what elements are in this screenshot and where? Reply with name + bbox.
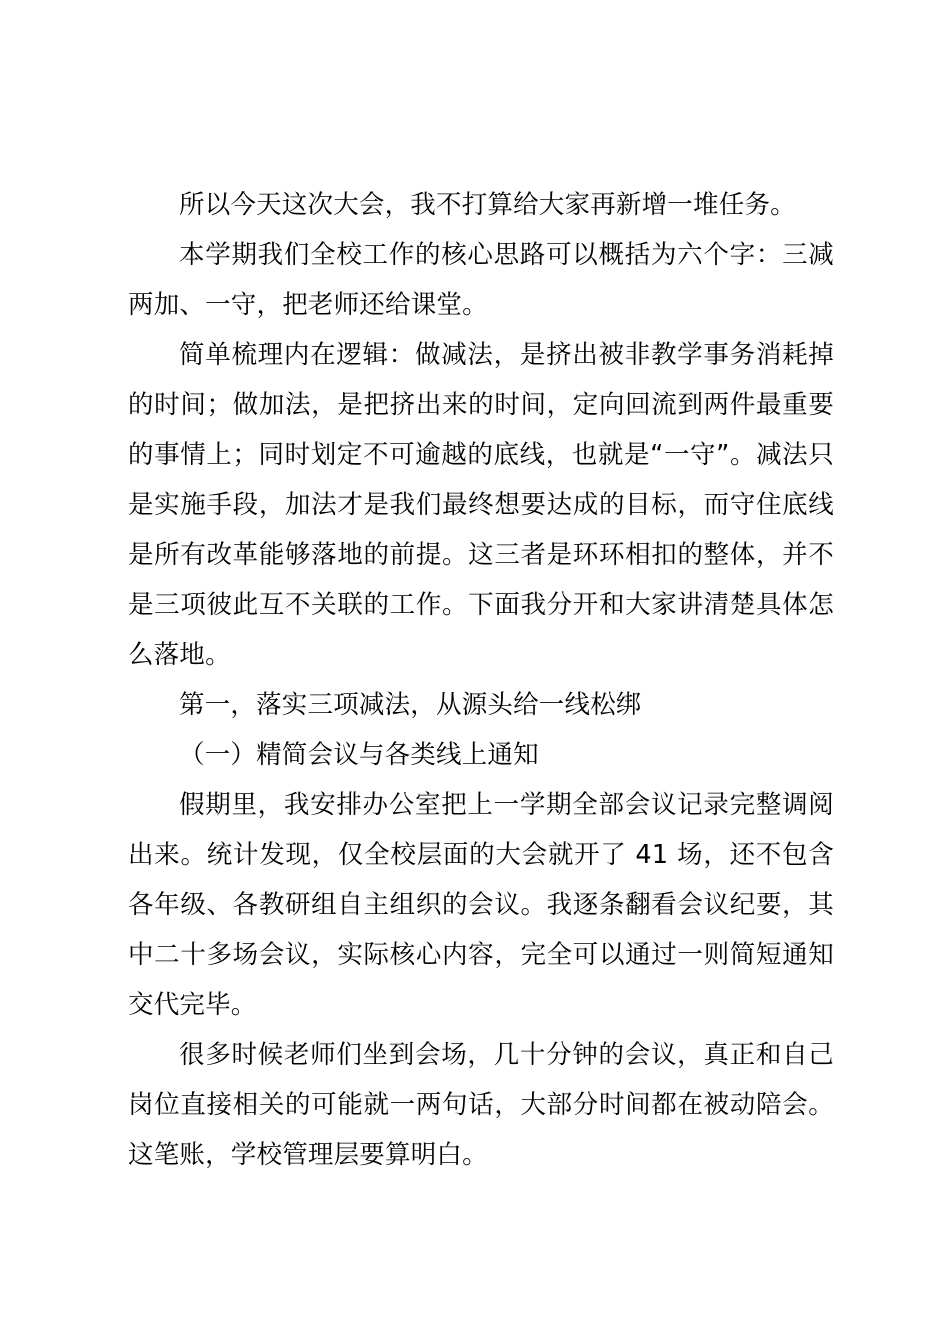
paragraph-core-idea: 本学期我们全校工作的核心思路可以概括为六个字：三减两加、一守，把老师还给课堂。 <box>128 240 834 320</box>
paragraph-meeting-cost: 很多时候老师们坐到会场，几十分钟的会议，真正和自己岗位直接相关的可能就一两句话，大部分时间都在被动陪会。这笔账，学校管理层要算明白。 <box>128 1040 834 1170</box>
document-body <box>128 180 834 1180</box>
subsection-heading-one: （一）精简会议与各类线上通知 <box>179 740 539 770</box>
paragraph-meeting-stats: 假期里，我安排办公室把上一学期全部会议记录完整调阅出来。统计发现，仅全校层面的大会就开了 41 场，还不包含各年级、各教研组自主组织的会议。我逐条翻看会议纪要，其中二十多场会议，实际核心内容，完全可以通过一则简短通知交代完毕。 <box>128 790 834 1020</box>
paragraph-logic: 简单梳理内在逻辑：做减法，是挤出被非教学事务消耗掉的时间；做加法，是把挤出来的时间，定向回流到两件最重要的事情上；同时划定不可逾越的底线，也就是“一守”。减法只是实施手段，加法才是我们最终想要达成的目标，而守住底线是所有改革能够落地的前提。这三者是环环相扣的整体，并不是三项彼此互不关联的工作。下面我分开和大家讲清楚具体怎么落地。 <box>128 340 834 670</box>
section-heading-first: 第一，落实三项减法，从源头给一线松绑 <box>179 690 642 720</box>
paragraph-intro: 所以今天这次大会，我不打算给大家再新增一堆任务。 <box>179 190 796 220</box>
